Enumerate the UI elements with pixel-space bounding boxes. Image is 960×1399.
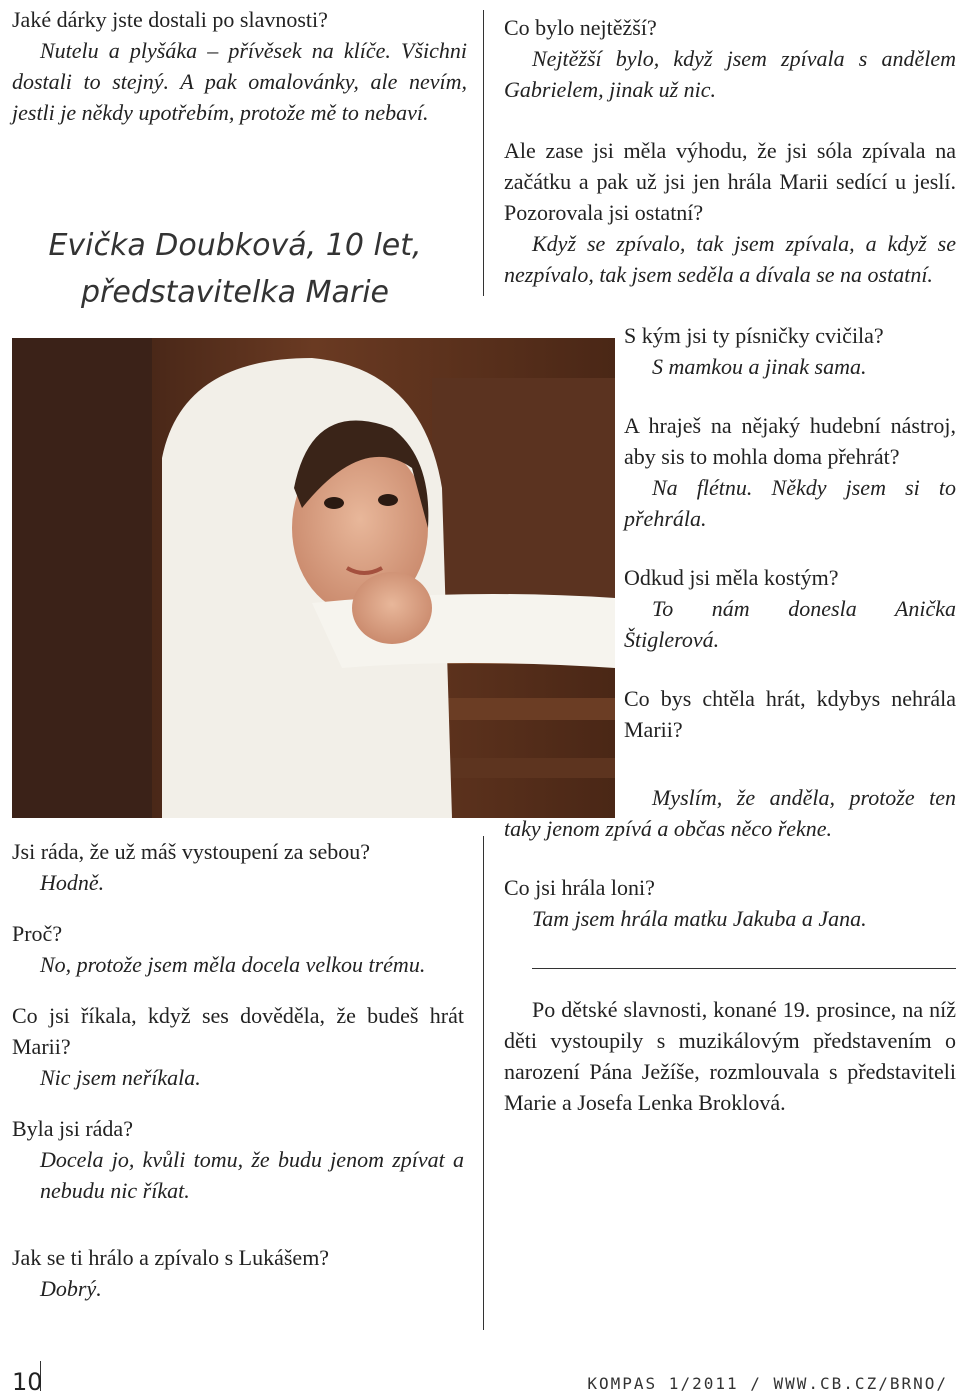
question: Co bylo nejtěžší? [504,15,657,40]
column-rule-bottom [483,836,484,1330]
question: Jsi ráda, že už máš vystoupení za sebou? [12,839,370,864]
question: Co jsi hrála loni? [504,875,655,900]
question: A hraješ na nějaký hudební nástroj, aby sis to mohla doma přehrát? [624,413,956,469]
question: Co jsi říkala, když ses dověděla, že budeš hrát Marii? [12,1003,464,1059]
interview-top-right [504,12,956,290]
question: S kým jsi ty písničky cvičila? [624,323,884,348]
question: Co bys chtěla hrát, kdybys nehrála Marii? [624,686,956,742]
answer: Tam jsem hrála matku Jakuba a Jana. [532,906,867,931]
interview-lower-right [504,782,956,934]
article-intro [504,994,956,1118]
portrait-heading [40,222,430,316]
interview-top-left [12,4,467,128]
interview-bottom-left [12,836,464,1304]
photo-girl-in-veil [12,338,615,818]
section-divider [532,968,956,969]
interview-mid-right [624,320,956,745]
answer: Na flétnu. Někdy jsem si to přehrála. [624,475,956,531]
answer: No, protože jsem měla docela velkou trému. [40,952,426,977]
answer: Hodně. [40,870,105,895]
question: Jaké dárky jste dostali po slavnosti? [12,7,328,32]
answer: Myslím, že anděla, protože ten taky jenom zpívá a občas něco řekne. [504,785,956,841]
answer: S mamkou a jinak sama. [652,354,867,379]
page-number: 10 [12,1368,43,1396]
heading-line-name: Evička Doubková, 10 let, [48,228,422,263]
answer: Docela jo, kvůli tomu, že budu jenom zpívat a nebudu nic říkat. [40,1147,464,1203]
question: Ale zase jsi měla výhodu, že jsi sóla zpívala na začátku a pak už jsi jen hrála Marii sedící u jeslí. Pozorovala jsi ostatní? [504,138,956,225]
heading-line-role: představitelka Marie [81,275,389,310]
answer: Nic jsem neříkala. [40,1065,201,1090]
question: Odkud jsi měla kostým? [624,565,839,590]
photo-illustration [12,338,615,818]
answer: Dobrý. [40,1276,102,1301]
answer: Když se zpívalo, tak jsem zpívala, a když se nezpívalo, tak jsem seděla a dívala se na ostatní. [504,231,956,287]
answer: To nám donesla Anička Štiglerová. [624,596,956,652]
answer: Nejtěžší bylo, když jsem zpívala s andělem Gabrielem, jinak už nic. [504,46,956,102]
question: Byla jsi ráda? [12,1116,133,1141]
footer-masthead: KOMPAS 1/2011 / WWW.CB.CZ/BRNO/ [587,1374,948,1393]
intro-text: Po dětské slavnosti, konané 19. prosince, na níž děti vystoupily s muzikálovým představením o narození Pána Ježíše, rozmlouvala s představiteli Marie a Josefa Lenka Broklová. [504,997,956,1115]
question: Jak se ti hrálo a zpívalo s Lukášem? [12,1245,330,1270]
column-rule-top [483,10,484,296]
question: Proč? [12,921,63,946]
answer: Nutelu a plyšáka – přívěsek na klíče. Všichni dostali to stejný. A pak omalovánky, ale nevím, jestli je někdy upotřebím, protože mě to nebaví. [12,38,467,125]
